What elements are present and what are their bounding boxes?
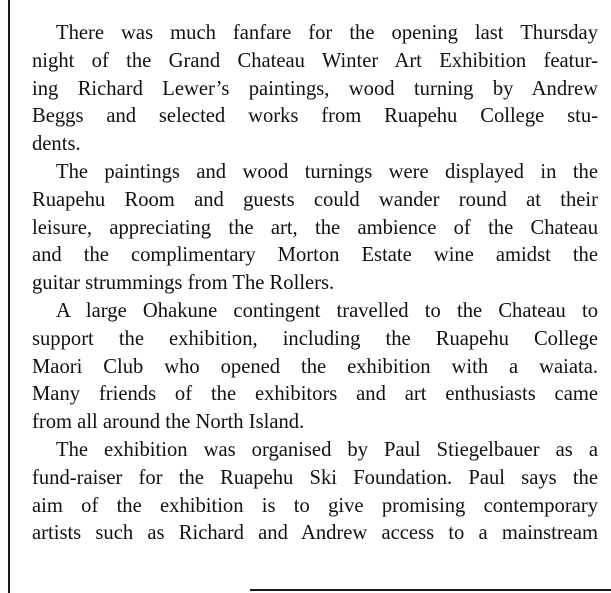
text-line: Ruapehu Room and guests could wander round at their xyxy=(32,188,598,211)
text-line: The paintings and wood turnings were displayed in the xyxy=(56,160,598,183)
article-body xyxy=(32,20,598,548)
text-line: fund-raiser for the Ruapehu Ski Foundation. Paul says the xyxy=(32,466,598,489)
text-line: ing Richard Lewer’s paintings, wood turning by Andrew xyxy=(32,77,598,100)
text-line: Maori Club who opened the exhibition with a waiata. xyxy=(32,355,598,378)
text-line: night of the Grand Chateau Winter Art Exhibition featur- xyxy=(32,49,598,72)
paragraph-1 xyxy=(32,20,598,159)
text-line: from all around the North Island. xyxy=(32,411,305,434)
text-line: A large Ohakune contingent travelled to the Chateau to xyxy=(56,299,598,322)
text-line: aim of the exhibition is to give promising contemporary xyxy=(32,494,598,517)
text-line: support the exhibition, including the Ruapehu College xyxy=(32,327,598,350)
text-line: The exhibition was organised by Paul Stiegelbauer as a xyxy=(56,438,598,461)
text-line: and the complimentary Morton Estate wine amidst the xyxy=(32,244,598,267)
text-line: dents. xyxy=(32,133,81,156)
text-line: There was much fanfare for the opening last Thursday xyxy=(56,22,598,44)
column-rule-bottom xyxy=(250,589,611,591)
text-line: Beggs and selected works from Ruapehu College stu- xyxy=(32,105,598,128)
text-line: leisure, appreciating the art, the ambience of the Chateau xyxy=(32,216,598,239)
column-rule-left xyxy=(8,0,10,593)
paragraph-4 xyxy=(32,437,598,548)
text-line: artists such as Richard and Andrew access to a mainstream xyxy=(32,522,598,545)
text-line: Many friends of the exhibitors and art enthusiasts came xyxy=(32,383,598,406)
text-line: guitar strummings from The Rollers. xyxy=(32,272,335,295)
paragraph-3 xyxy=(32,298,598,437)
paragraph-2 xyxy=(32,159,598,298)
